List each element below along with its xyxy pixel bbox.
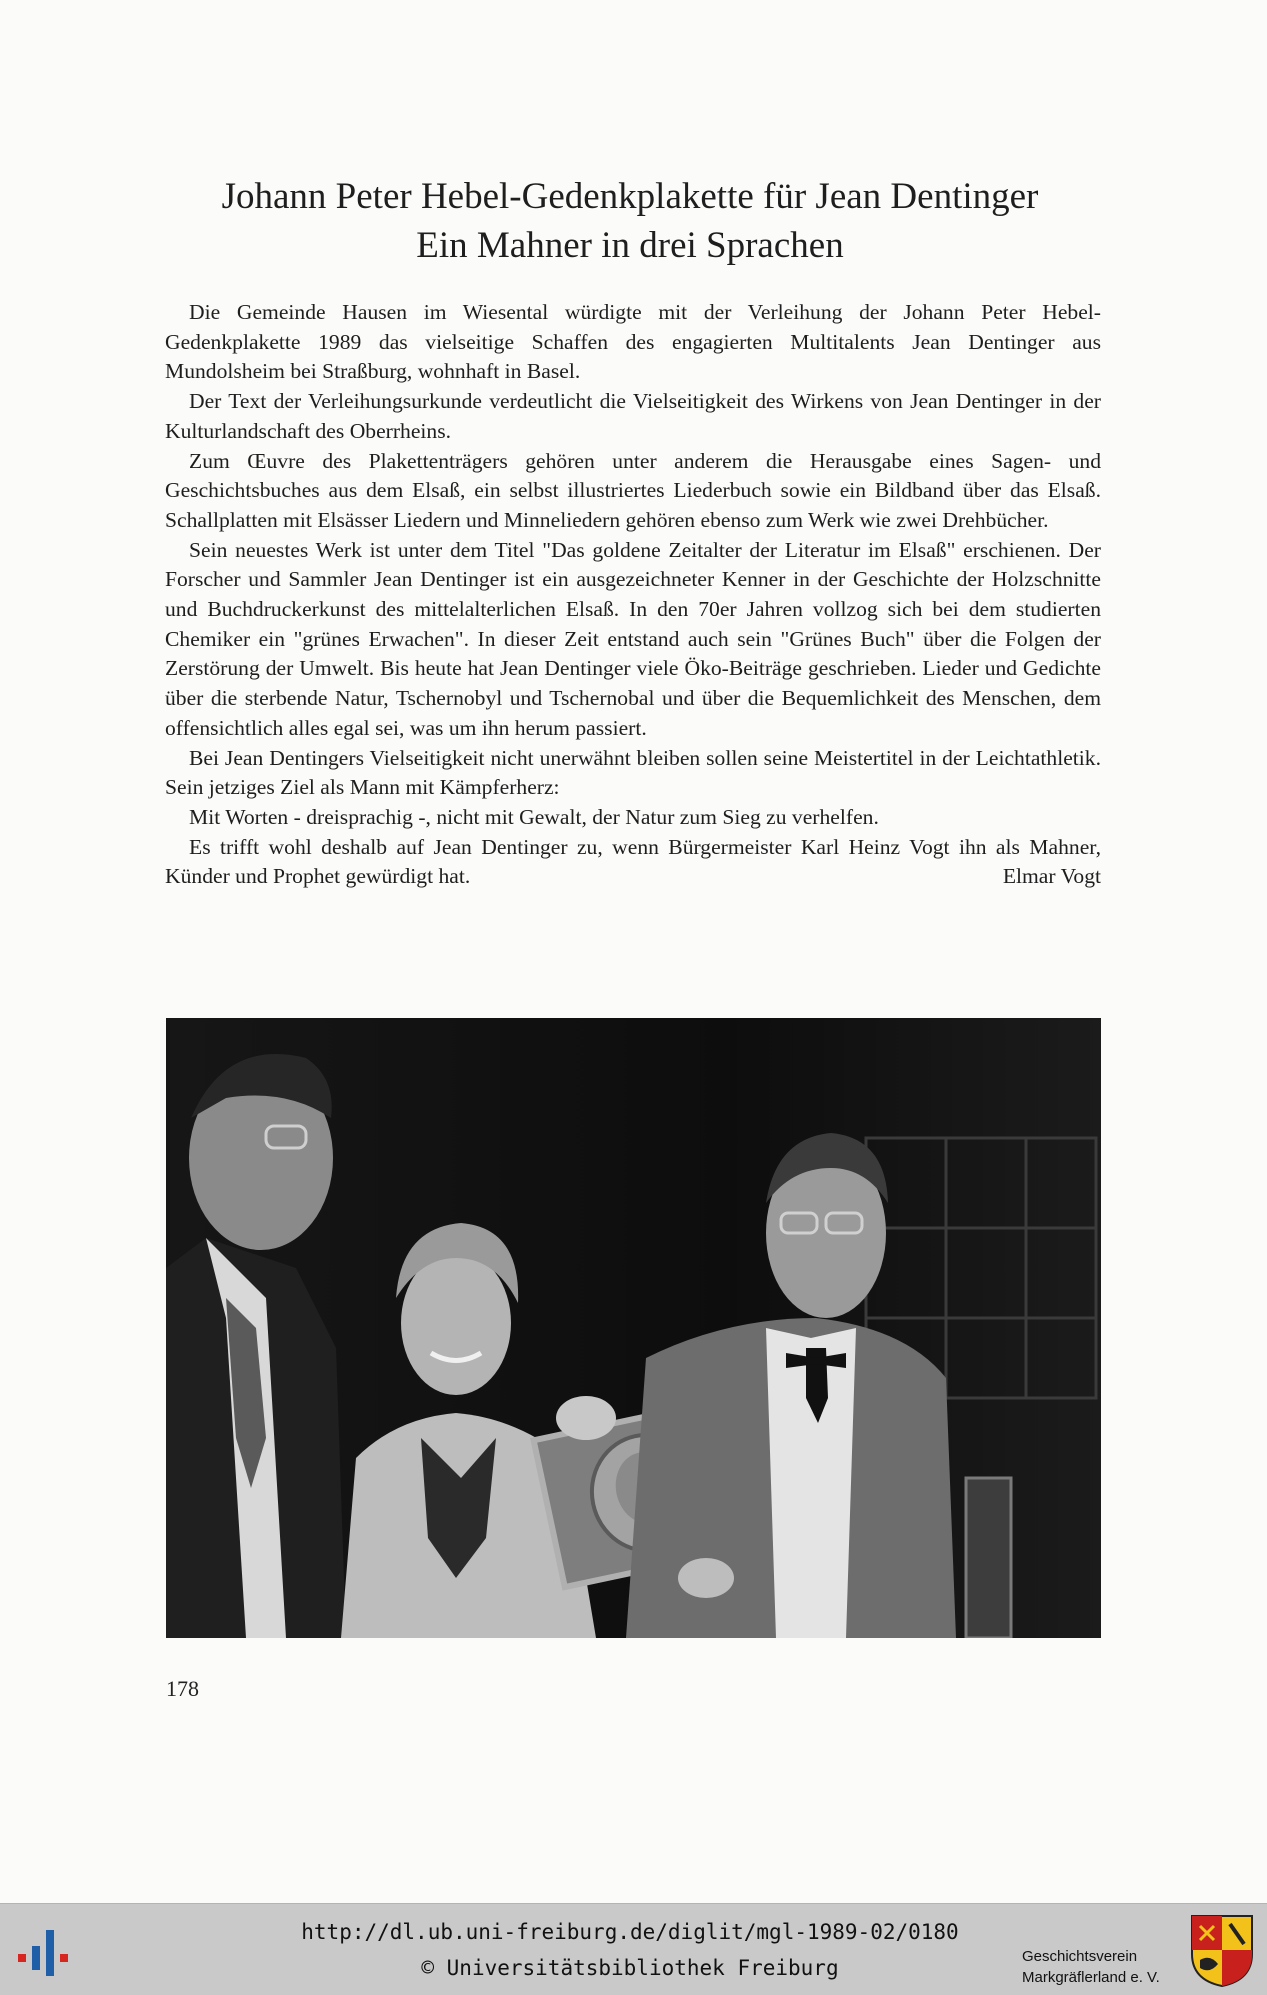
society-crest-icon — [1190, 1914, 1254, 1988]
article-body — [165, 298, 1101, 892]
society-name — [1022, 1946, 1160, 1988]
document-url-link[interactable]: http://dl.ub.uni-freiburg.de/diglit/mgl-1989-02/0180 — [301, 1920, 959, 1944]
paragraph-4: Sein neuestes Werk ist unter dem Titel "Das goldene Zeitalter der Literatur im Elsaß" erschienen. Der Forscher und Sammler Jean Dentinger ist ein ausgezeichneter Kenner in der Geschichte der Holzschnitte und Buchdruckerkunst des mittelalterlichen Elsaß. In den 70er Jahren vollzog sich bei dem studierten Chemiker ein "grünes Erwachen". In dieser Zeit entstand auch sein "Grünes Buch" über die Folgen der Zerstörung der Umwelt. Bis heute hat Jean Dentinger viele Öko-Beiträge geschrieben. Lieder und Gedichte über die sterbende Natur, Tschernobyl und Tschernobal und über die Bequemlichkeit des Menschen, dem offensichtlich alles egal sei, was um ihn herum passiert. — [165, 537, 1101, 740]
society-line-2: Markgräflerland e. V. — [1022, 1969, 1160, 1986]
paragraph-1: Die Gemeinde Hausen im Wiesental würdigte mit der Verleihung der Johann Peter Hebel-Gedenkplakette 1989 das vielseitige Schaffen des engagierten Multitalents Jean Dentinger aus Mundolsheim bei Straßburg, wohnhaft in Basel. — [165, 300, 1101, 384]
article-title — [140, 172, 1120, 270]
footer-bar — [0, 1903, 1267, 1995]
copyright-notice: © Universitätsbibliothek Freiburg — [421, 1956, 839, 1980]
paragraph-3: Zum Œuvre des Plakettenträgers gehören unter anderem die Herausgabe eines Sagen- und Geschichtsbuches aus dem Elsaß, ein selbst illustriertes Liederbuch sowie ein Bildband über das Elsaß. Schallplatten mit Elsässer Liedern und Minneliedern gehören ebenso zum Werk wie zwei Drehbücher. — [165, 448, 1101, 532]
paragraph-6: Mit Worten - dreisprachig -, nicht mit Gewalt, der Natur zum Sieg zu verhelfen. — [189, 804, 879, 829]
author-name: Elmar Vogt — [1002, 864, 1101, 889]
page-number: 178 — [166, 1676, 199, 1701]
title-line-1: Johann Peter Hebel-Gedenkplakette für Jean Dentinger — [221, 176, 1039, 217]
paragraph-7-text: Es trifft wohl deshalb auf Jean Dentinger zu, wenn Bürgermeister Karl Heinz Vogt ihn als Mahner, Künder und Prophet gewürdigt hat. — [165, 834, 1101, 889]
library-logo-icon — [14, 1924, 84, 1980]
award-photo — [166, 1018, 1101, 1638]
paragraph-5: Bei Jean Dentingers Vielseitigkeit nicht unerwähnt bleiben sollen seine Meistertitel in der Leichtathletik. Sein jetziges Ziel als Mann mit Kämpferherz: — [165, 745, 1101, 800]
society-line-1: Geschichtsverein — [1022, 1948, 1138, 1965]
paragraph-2: Der Text der Verleihungsurkunde verdeutlicht die Vielseitigkeit des Wirkens von Jean Dentinger in der Kulturlandschaft des Oberrheins. — [165, 389, 1101, 443]
photo-illustration — [166, 1018, 1101, 1638]
paragraph-7 — [165, 833, 1101, 892]
title-line-2: Ein Mahner in drei Sprachen — [416, 225, 844, 266]
